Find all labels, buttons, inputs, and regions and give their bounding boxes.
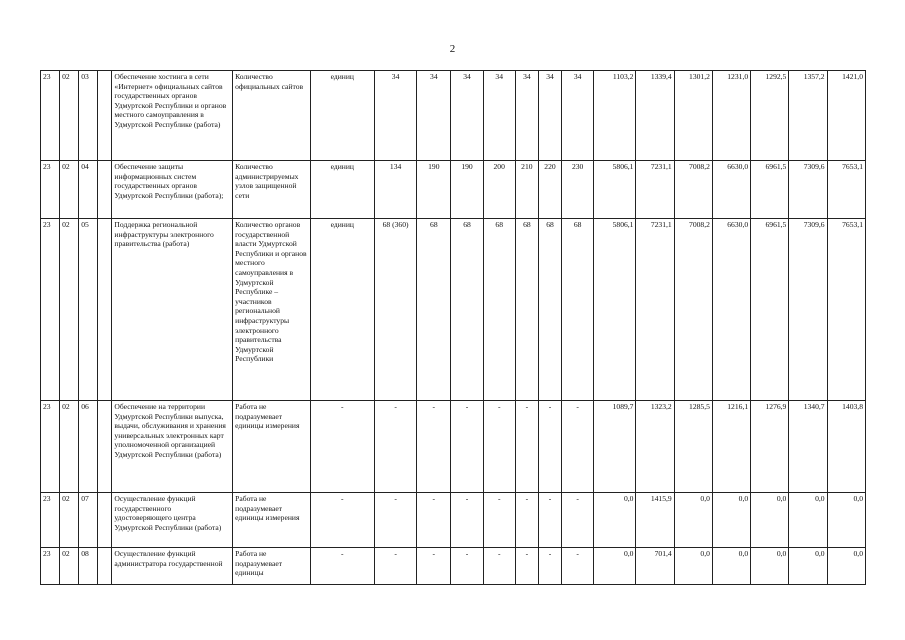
- financing-value: 5806,1: [594, 161, 636, 219]
- indicator-name: Количество администрируемых узлов защищенной сети: [233, 161, 310, 219]
- financing-value: 1276,9: [751, 401, 789, 493]
- financing-value: 0,0: [594, 548, 636, 585]
- financing-value: 701,4: [636, 548, 674, 585]
- financing-value: 1089,7: [594, 401, 636, 493]
- indicator-name: Работа не подразумевает единицы измерения: [233, 401, 310, 493]
- code-pp: 02: [60, 71, 79, 161]
- unit-of-measure: единиц: [310, 71, 374, 161]
- code-pp: 02: [60, 219, 79, 401]
- indicator-value: -: [451, 401, 483, 493]
- financing-value: 0,0: [827, 493, 865, 548]
- financing-value: 7231,1: [636, 161, 674, 219]
- unit-of-measure: -: [310, 548, 374, 585]
- code-pp: 02: [60, 548, 79, 585]
- work-name: Осуществление функций администратора государственной: [112, 548, 233, 585]
- indicator-value: -: [483, 401, 515, 493]
- indicator-name: Количество органов государственной власти Удмуртской Республики и органов местного самоуправления в Удмуртской Республике – участников региональной инфраструктуры электронного правительства Удмуртской Республики: [233, 219, 310, 401]
- work-name: Обеспечение на территории Удмуртской Республики выпуска, выдачи, обслуживания и хранения универсальных электронных карт уполномоченной организацией Удмуртской Республики (работа): [112, 401, 233, 493]
- financing-value: 0,0: [712, 493, 750, 548]
- indicator-value: -: [562, 401, 594, 493]
- indicator-value: -: [417, 401, 451, 493]
- code-blank: [98, 493, 112, 548]
- table-row: [41, 401, 866, 493]
- unit-of-measure: единиц: [310, 161, 374, 219]
- financing-value: 6630,0: [712, 219, 750, 401]
- indicator-value: -: [451, 493, 483, 548]
- work-name: Поддержка региональной инфраструктуры электронного правительства (работа): [112, 219, 233, 401]
- code-gp: 23: [41, 401, 60, 493]
- unit-of-measure: единиц: [310, 219, 374, 401]
- code-blank: [98, 401, 112, 493]
- indicator-value: 190: [417, 161, 451, 219]
- indicator-value: 34: [515, 71, 538, 161]
- indicator-value: 34: [374, 71, 416, 161]
- financing-value: 0,0: [789, 548, 827, 585]
- indicator-value: 68: [417, 219, 451, 401]
- indicator-value: 230: [562, 161, 594, 219]
- code-om: 03: [79, 71, 98, 161]
- financing-value: 7309,6: [789, 161, 827, 219]
- table-row: [41, 161, 866, 219]
- financing-value: 7309,6: [789, 219, 827, 401]
- financing-value: 1301,2: [674, 71, 712, 161]
- indicator-value: -: [374, 493, 416, 548]
- code-om: 04: [79, 161, 98, 219]
- indicator-value: -: [374, 401, 416, 493]
- financing-value: 7653,1: [827, 161, 865, 219]
- page-number: 2: [449, 43, 456, 55]
- indicator-name: Количество официальных сайтов: [233, 71, 310, 161]
- indicator-value: -: [538, 493, 561, 548]
- financing-value: 0,0: [712, 548, 750, 585]
- table-row: [41, 71, 866, 161]
- indicator-value: -: [374, 548, 416, 585]
- financing-value: 1231,0: [712, 71, 750, 161]
- code-gp: 23: [41, 161, 60, 219]
- indicator-value: 68: [562, 219, 594, 401]
- indicator-value: -: [562, 548, 594, 585]
- indicator-value: -: [538, 548, 561, 585]
- indicator-value: -: [417, 493, 451, 548]
- financing-value: 0,0: [827, 548, 865, 585]
- financing-value: 1103,2: [594, 71, 636, 161]
- code-pp: 02: [60, 493, 79, 548]
- indicator-value: 34: [417, 71, 451, 161]
- code-gp: 23: [41, 548, 60, 585]
- financing-value: 0,0: [789, 493, 827, 548]
- financing-value: 7653,1: [827, 219, 865, 401]
- financing-value: 7008,2: [674, 161, 712, 219]
- indicator-value: 34: [451, 71, 483, 161]
- indicator-name: Работа не подразумевает единицы измерения: [233, 493, 310, 548]
- indicator-value: -: [562, 493, 594, 548]
- code-blank: [98, 71, 112, 161]
- unit-of-measure: -: [310, 401, 374, 493]
- indicator-value: 34: [538, 71, 561, 161]
- financing-value: 6630,0: [712, 161, 750, 219]
- financing-value: 6961,5: [751, 219, 789, 401]
- financing-value: 0,0: [751, 548, 789, 585]
- program-table: [40, 70, 866, 585]
- financing-value: 1339,4: [636, 71, 674, 161]
- indicator-value: 210: [515, 161, 538, 219]
- code-pp: 02: [60, 161, 79, 219]
- indicator-value: -: [483, 493, 515, 548]
- indicator-value: 68: [515, 219, 538, 401]
- financing-value: 7008,2: [674, 219, 712, 401]
- indicator-value: -: [515, 401, 538, 493]
- financing-value: 1415,9: [636, 493, 674, 548]
- financing-value: 0,0: [751, 493, 789, 548]
- unit-of-measure: -: [310, 493, 374, 548]
- code-om: 08: [79, 548, 98, 585]
- indicator-value: -: [417, 548, 451, 585]
- financing-value: 1216,1: [712, 401, 750, 493]
- code-gp: 23: [41, 219, 60, 401]
- code-gp: 23: [41, 71, 60, 161]
- financing-value: 0,0: [674, 548, 712, 585]
- financing-value: 0,0: [674, 493, 712, 548]
- financing-value: 6961,5: [751, 161, 789, 219]
- indicator-value: 200: [483, 161, 515, 219]
- indicator-value: 134: [374, 161, 416, 219]
- financing-value: 1285,5: [674, 401, 712, 493]
- indicator-value: 220: [538, 161, 561, 219]
- financing-value: 1357,2: [789, 71, 827, 161]
- indicator-value: -: [515, 493, 538, 548]
- indicator-value: 68: [538, 219, 561, 401]
- financing-value: 1292,5: [751, 71, 789, 161]
- indicator-value: 68: [483, 219, 515, 401]
- indicator-name: Работа не подразумевает единицы: [233, 548, 310, 585]
- indicator-value: -: [451, 548, 483, 585]
- table-row: [41, 493, 866, 548]
- work-name: Осуществление функций государственного удостоверяющего центра Удмуртской Республики (работа): [112, 493, 233, 548]
- code-om: 06: [79, 401, 98, 493]
- code-blank: [98, 161, 112, 219]
- indicator-value: 190: [451, 161, 483, 219]
- code-om: 05: [79, 219, 98, 401]
- code-blank: [98, 219, 112, 401]
- indicator-value: 68: [451, 219, 483, 401]
- financing-value: 1403,8: [827, 401, 865, 493]
- table-row: [41, 548, 866, 585]
- table-row: [41, 219, 866, 401]
- financing-value: 1340,7: [789, 401, 827, 493]
- indicator-value: -: [538, 401, 561, 493]
- work-name: Обеспечение хостинга в сети «Интернет» официальных сайтов государственных органов Удмуртской Республики и органов местного самоуправления в Удмуртской Республике (работа): [112, 71, 233, 161]
- work-name: Обеспечение защиты информационных систем государственных органов Удмуртской Республики (работа);: [112, 161, 233, 219]
- indicator-value: 34: [483, 71, 515, 161]
- financing-value: 0,0: [594, 493, 636, 548]
- code-blank: [98, 548, 112, 585]
- indicator-value: 68 (360): [374, 219, 416, 401]
- code-om: 07: [79, 493, 98, 548]
- financing-value: 1323,2: [636, 401, 674, 493]
- code-pp: 02: [60, 401, 79, 493]
- code-gp: 23: [41, 493, 60, 548]
- financing-value: 1421,0: [827, 71, 865, 161]
- indicator-value: -: [483, 548, 515, 585]
- indicator-value: -: [515, 548, 538, 585]
- financing-value: 5806,1: [594, 219, 636, 401]
- financing-value: 7231,1: [636, 219, 674, 401]
- indicator-value: 34: [562, 71, 594, 161]
